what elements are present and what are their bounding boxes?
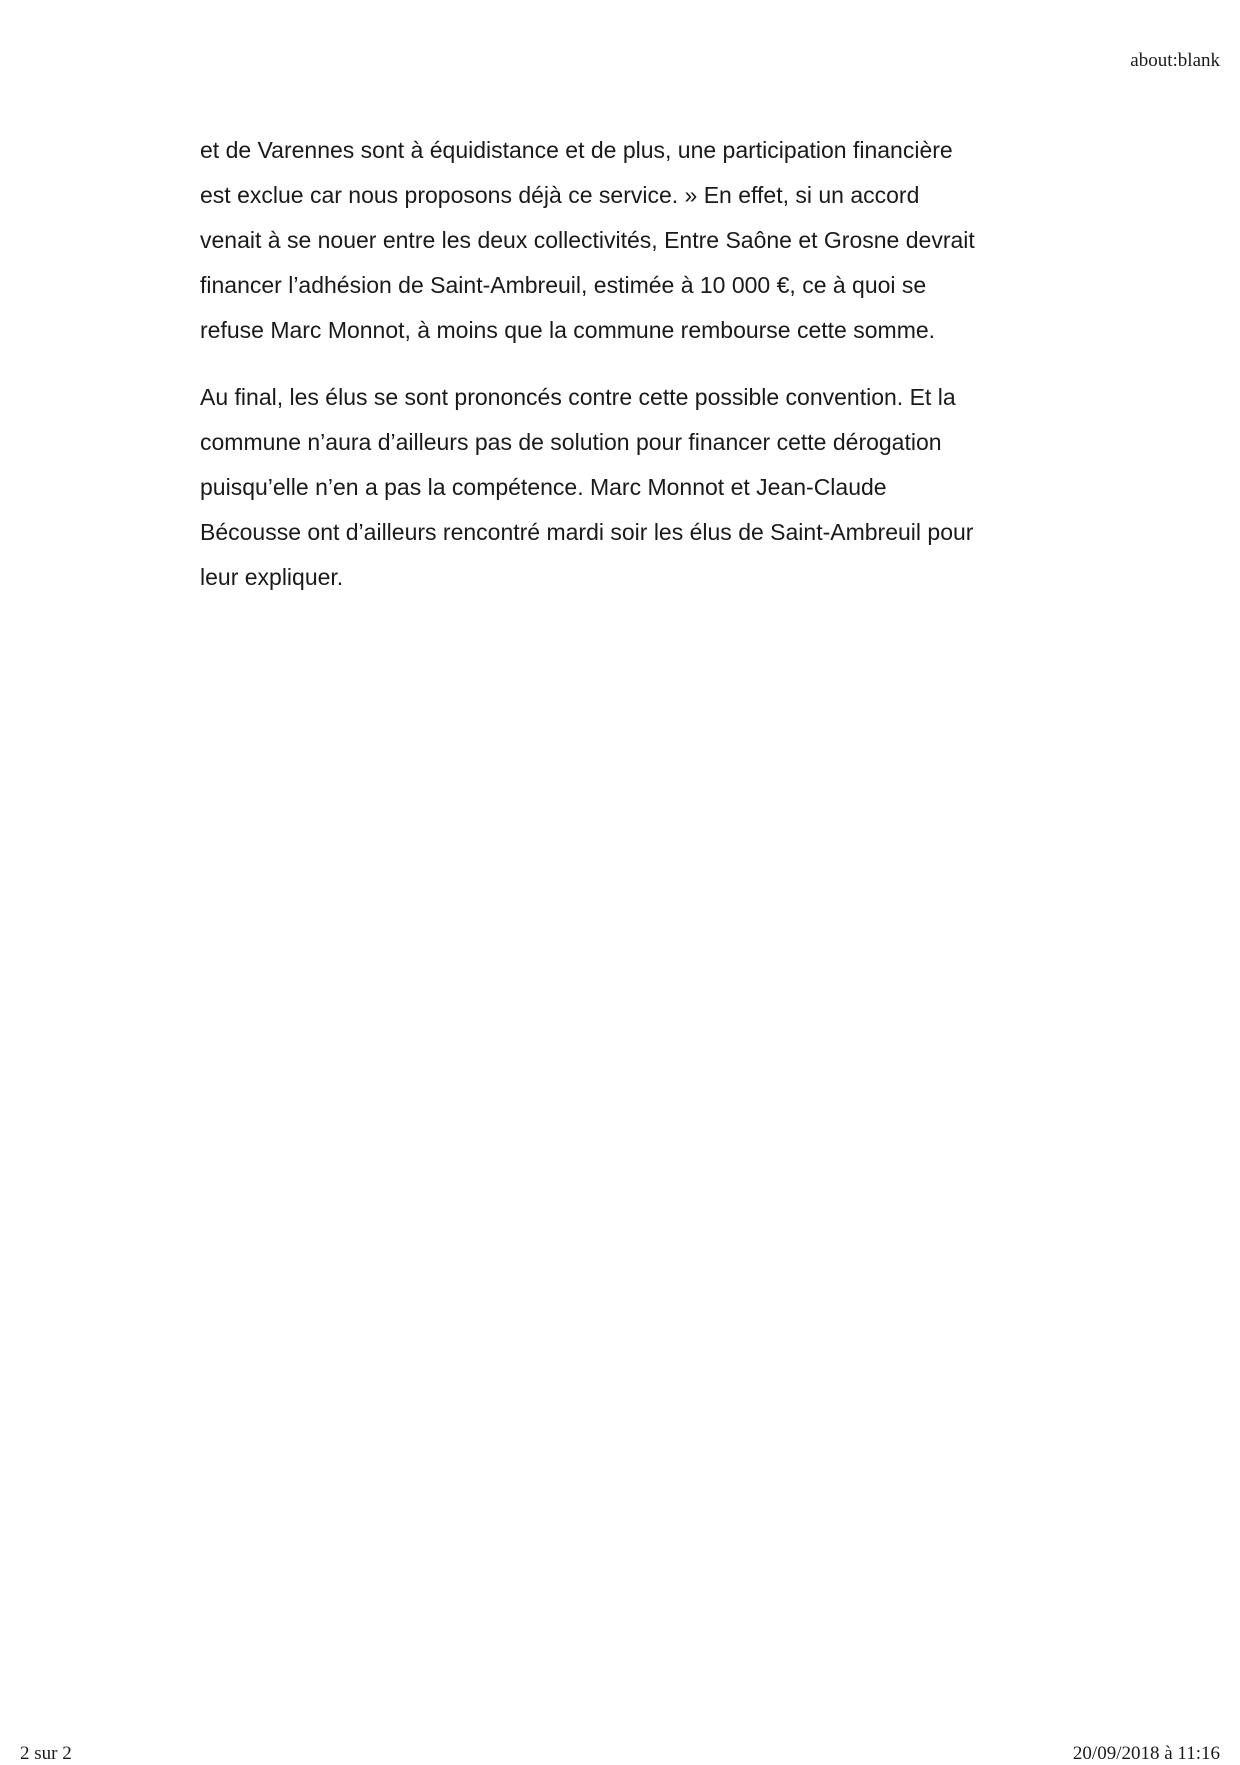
- article-body: [200, 128, 1060, 622]
- article-paragraph: et de Varennes sont à équidistance et de plus, une participation financière est exclue car nous proposons déjà ce service. » En effet, si un accord venait à se nouer entre les deux collectivités, Entre Saône et Grosne devrait financer l’adhésion de Saint-Ambreuil, estimée à 10 000 €, ce à quoi se refuse Marc Monnot, à moins que la commune rembourse cette somme.: [200, 137, 975, 343]
- page-number: 2 sur 2: [20, 1743, 72, 1764]
- page-url: about:blank: [1130, 50, 1220, 71]
- print-timestamp: 20/09/2018 à 11:16: [1072, 1743, 1220, 1764]
- article-paragraph: Au final, les élus se sont prononcés contre cette possible convention. Et la commune n’aura d’ailleurs pas de solution pour financer cette dérogation puisqu’elle n’en a pas la compétence. Marc Monnot et Jean-Claude Bécousse ont d’ailleurs rencontré mardi soir les élus de Saint-Ambreuil pour leur expliquer.: [200, 384, 974, 590]
